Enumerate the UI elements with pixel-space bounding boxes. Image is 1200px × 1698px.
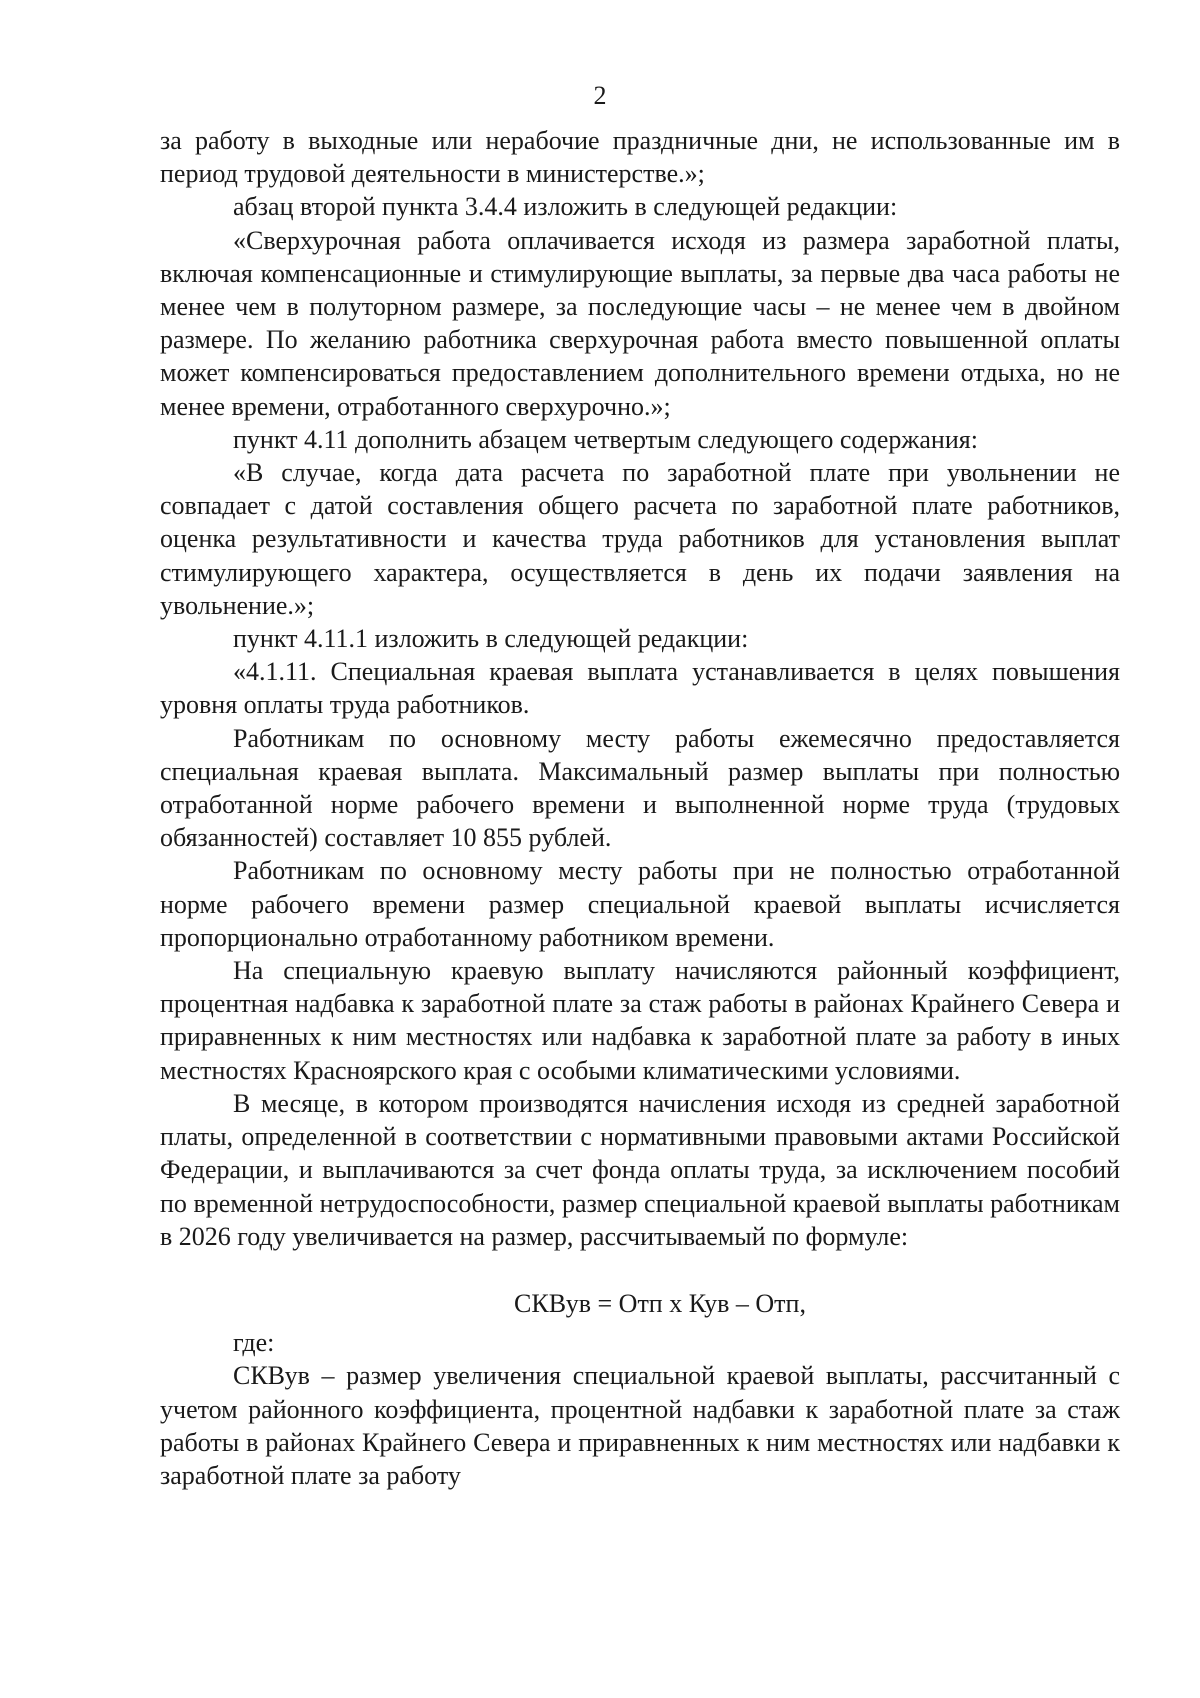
paragraph-continuation: за работу в выходные или нерабочие праздничные дни, не использованные им в период трудовой деятельности в министерстве.»;: [160, 126, 1120, 189]
paragraph-proportional: Работникам по основному месту работы при не полностью отработанной норме рабочего времени размер специальной краевой выплаты исчисляется пропорционально отработанному работником времени.: [160, 856, 1120, 952]
paragraph-instruction-4-11: пункт 4.11 дополнить абзацем четвертым следующего содержания:: [233, 424, 978, 454]
formula: СКВув = Отп х Кув – Отп,: [514, 1288, 806, 1318]
document-body: [160, 124, 1120, 1492]
paragraph-overtime: «Сверхурочная работа оплачивается исходя из размера заработной платы, включая компенсационные и стимулирующие выплаты, за первые два часа работы не менее чем в полуторном размере, за последующие часы – не менее чем в двойном размере. По желанию работника сверхурочная работа вместо повышенной оплаты может компенсироваться предоставлением дополнительного времени отдыха, но не менее времени, отработанного сверхурочно.»;: [160, 225, 1120, 421]
paragraph-definition: СКВув – размер увеличения специальной краевой выплаты, рассчитанный с учетом районного коэффициента, процентной надбавки к заработной плате за стаж работы в районах Крайнего Севера и приравненных к ним местностях или надбавки к заработной плате за работу: [160, 1361, 1120, 1490]
paragraph-coefficients: На специальную краевую выплату начисляются районный коэффициент, процентная надбавка к заработной плате за стаж работы в районах Крайнего Севера и приравненных к ним местностях или надбавка к заработной плате за работу в иных местностях Красноярского края с особыми климатическими условиями.: [160, 956, 1120, 1085]
paragraph-instruction-4-11-1: пункт 4.11.1 изложить в следующей редакции:: [233, 624, 749, 654]
paragraph-instruction-3-4-4: абзац второй пункта 3.4.4 изложить в следующей редакции:: [233, 192, 898, 222]
paragraph-average-salary: В месяце, в котором производятся начисления исходя из средней заработной платы, определенной в соответствии с нормативными правовыми актами Российской Федерации, и выплачиваются за счет фонда оплаты труда, за исключением пособий по временной нетрудоспособности, размер специальной краевой выплаты работникам в 2026 году увеличивается на размер, рассчитываемый по формуле:: [160, 1088, 1120, 1251]
paragraph-max-amount: Работникам по основному месту работы ежемесячно предоставляется специальная краевая выплата. Максимальный размер выплаты при полностью отработанной норме рабочего времени и выполненной норме труда (трудовых обязанностей) составляет 10 855 рублей.: [160, 723, 1120, 853]
paragraph-dismissal: «В случае, когда дата расчета по заработной плате при увольнении не совпадает с датой составления общего расчета по заработной плате работников, оценка результативности и качества труда работников для установления выплат стимулирующего характера, осуществляется в день их подачи заявления на увольнение.»;: [160, 458, 1120, 620]
paragraph-special-payment: «4.1.11. Специальная краевая выплата устанавливается в целях повышения уровня оплаты труда работников.: [160, 657, 1120, 720]
page-number: 2: [593, 81, 607, 110]
where-label: где:: [233, 1328, 275, 1358]
